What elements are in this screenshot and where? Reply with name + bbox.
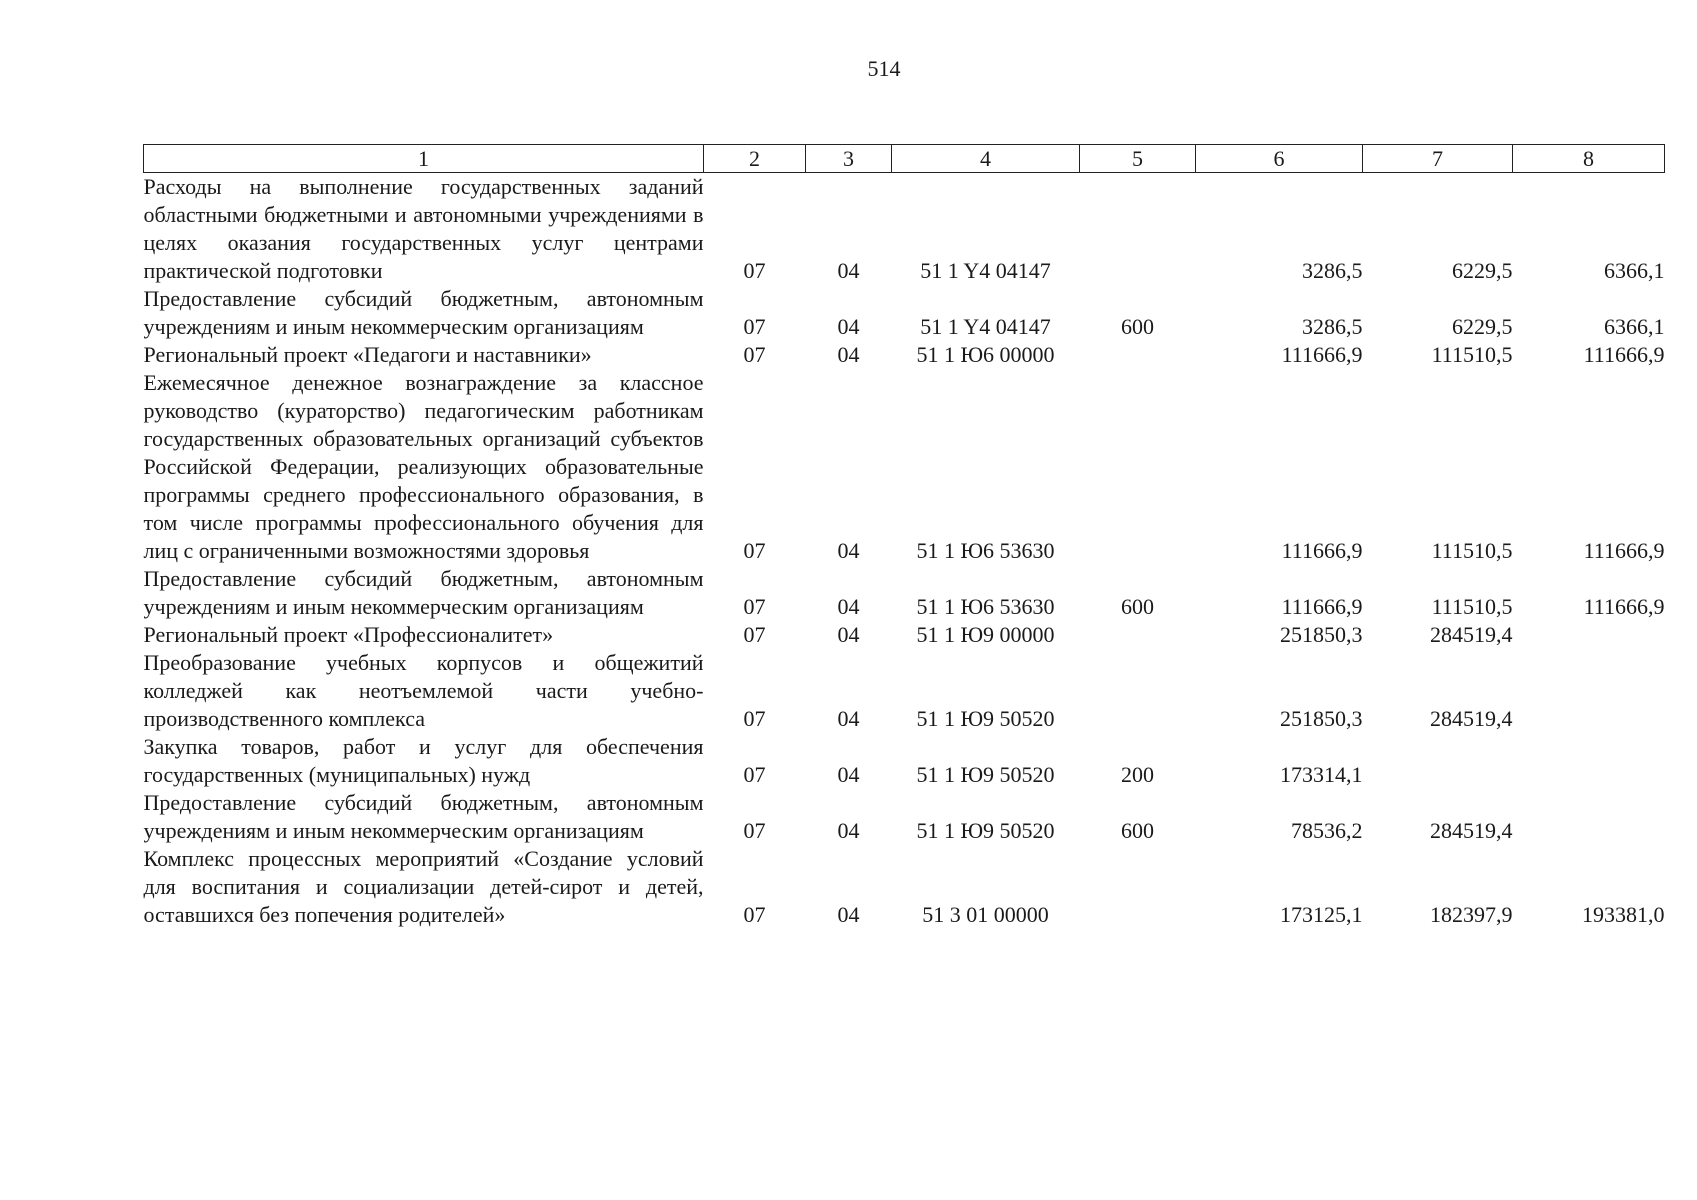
- row-section: 07: [743, 538, 766, 563]
- row-amount-col6: 111666,9: [1281, 538, 1363, 563]
- row-section: 07: [743, 594, 766, 619]
- row-subsection: 04: [837, 622, 860, 647]
- table-row: [144, 649, 1665, 733]
- row-amount-col6: 111666,9: [1281, 594, 1363, 619]
- row-amount-col6: 173125,1: [1280, 902, 1363, 927]
- row-section: 07: [743, 762, 766, 787]
- column-header-3: 3: [806, 145, 892, 173]
- column-header-1: 1: [144, 145, 704, 173]
- row-amount-col8: [1513, 733, 1665, 789]
- row-name: Преобразование учебных корпусов и общежитий колледжей как неотъемлемой части учебно-производственного комплекса: [143, 650, 704, 731]
- table-row: [144, 621, 1665, 649]
- row-amount-col6: 251850,3: [1280, 622, 1363, 647]
- row-amount-col6: 3286,5: [1302, 258, 1363, 283]
- row-amount-col8: [1513, 621, 1665, 649]
- row-name: Предоставление субсидий бюджетным, автономным учреждениям и иным некоммерческим организациям: [143, 566, 704, 619]
- row-subsection: 04: [837, 258, 860, 283]
- row-amount-col6: 251850,3: [1280, 706, 1363, 731]
- row-amount-col6: 173314,1: [1280, 762, 1363, 787]
- row-amount-col7: 284519,4: [1430, 706, 1513, 731]
- table-row: [144, 173, 1665, 286]
- row-expense-type: 600: [1121, 818, 1154, 843]
- row-name: Предоставление субсидий бюджетным, автономным учреждениям и иным некоммерческим организациям: [143, 790, 704, 843]
- row-amount-col7: 6229,5: [1452, 258, 1513, 283]
- row-expense-type: [1080, 173, 1196, 286]
- row-section: 07: [743, 622, 766, 647]
- row-expense-type: 200: [1121, 762, 1154, 787]
- row-section: 07: [743, 706, 766, 731]
- table-row: [144, 733, 1665, 789]
- row-subsection: 04: [837, 538, 860, 563]
- row-subsection: 04: [837, 818, 860, 843]
- row-amount-col7: 6229,5: [1452, 314, 1513, 339]
- row-expense-type: [1080, 341, 1196, 369]
- row-name: Региональный проект «Профессионалитет»: [143, 622, 554, 647]
- row-amount-col7: 284519,4: [1430, 622, 1513, 647]
- row-subsection: 04: [837, 902, 860, 927]
- row-name: Закупка товаров, работ и услуг для обеспечения государственных (муниципальных) нужд: [143, 734, 704, 787]
- column-header-7: 7: [1363, 145, 1513, 173]
- row-amount-col6: 111666,9: [1281, 342, 1363, 367]
- row-section: 07: [743, 342, 766, 367]
- row-amount-col7: 111510,5: [1431, 538, 1513, 563]
- row-amount-col8: [1513, 789, 1665, 845]
- table-row: [144, 285, 1665, 341]
- row-amount-col7: 111510,5: [1431, 594, 1513, 619]
- row-amount-col8: 111666,9: [1583, 538, 1665, 563]
- column-header-6: 6: [1196, 145, 1363, 173]
- row-section: 07: [743, 902, 766, 927]
- row-target-article: 51 1 Y4 04147: [920, 314, 1051, 339]
- column-header-2: 2: [704, 145, 806, 173]
- row-amount-col8: 111666,9: [1583, 342, 1665, 367]
- row-name: Региональный проект «Педагоги и наставники»: [143, 342, 592, 367]
- row-expense-type: 600: [1121, 594, 1154, 619]
- row-expense-type: [1080, 649, 1196, 733]
- budget-table: [143, 144, 1665, 929]
- column-header-8: 8: [1513, 145, 1665, 173]
- row-amount-col8: 111666,9: [1583, 594, 1665, 619]
- row-section: 07: [743, 258, 766, 283]
- table-row: [144, 369, 1665, 565]
- row-target-article: 51 1 Ю9 50520: [916, 762, 1055, 787]
- row-expense-type: 600: [1121, 314, 1154, 339]
- row-amount-col6: 78536,2: [1291, 818, 1363, 843]
- table-row: [144, 789, 1665, 845]
- row-section: 07: [743, 818, 766, 843]
- row-name: Расходы на выполнение государственных заданий областными бюджетными и автономными учреждениями в целях оказания государственных услуг центрами практической подготовки: [143, 174, 704, 283]
- row-subsection: 04: [837, 594, 860, 619]
- column-header-4: 4: [892, 145, 1080, 173]
- row-target-article: 51 1 Y4 04147: [920, 258, 1051, 283]
- row-target-article: 51 3 01 00000: [922, 902, 1049, 927]
- row-amount-col7: 182397,9: [1430, 902, 1513, 927]
- row-subsection: 04: [837, 342, 860, 367]
- row-subsection: 04: [837, 762, 860, 787]
- table-row: [144, 341, 1665, 369]
- row-target-article: 51 1 Ю6 53630: [916, 594, 1055, 619]
- row-amount-col8: 6366,1: [1604, 258, 1665, 283]
- row-target-article: 51 1 Ю9 50520: [916, 706, 1055, 731]
- row-section: 07: [743, 314, 766, 339]
- row-name: Предоставление субсидий бюджетным, автономным учреждениям и иным некоммерческим организациям: [143, 286, 704, 339]
- row-amount-col8: 193381,0: [1582, 902, 1665, 927]
- row-expense-type: [1080, 621, 1196, 649]
- row-target-article: 51 1 Ю9 00000: [916, 622, 1055, 647]
- row-target-article: 51 1 Ю9 50520: [916, 818, 1055, 843]
- row-amount-col6: 3286,5: [1302, 314, 1363, 339]
- row-amount-col8: 6366,1: [1604, 314, 1665, 339]
- table-row: [144, 845, 1665, 929]
- row-name: Комплекс процессных мероприятий «Создание условий для воспитания и социализации детей-сирот и детей, оставшихся без попечения родителей»: [143, 846, 704, 927]
- row-target-article: 51 1 Ю6 53630: [916, 538, 1055, 563]
- row-amount-col7: 284519,4: [1430, 818, 1513, 843]
- page-number: 514: [867, 56, 901, 81]
- row-amount-col7: 111510,5: [1431, 342, 1513, 367]
- row-name: Ежемесячное денежное вознаграждение за классное руководство (кураторство) педагогическим работникам государственных образовательных организаций субъектов Российской Федерации, реализующих образовательные программы среднего профессионального образования, в том числе программы профессионального обучения для лиц с ограниченными возможностями здоровья: [143, 370, 704, 563]
- column-header-5: 5: [1080, 145, 1196, 173]
- row-expense-type: [1080, 845, 1196, 929]
- row-subsection: 04: [837, 706, 860, 731]
- row-amount-col8: [1513, 649, 1665, 733]
- row-expense-type: [1080, 369, 1196, 565]
- row-amount-col7: [1363, 733, 1513, 789]
- row-target-article: 51 1 Ю6 00000: [916, 342, 1055, 367]
- table-row: [144, 565, 1665, 621]
- row-subsection: 04: [837, 314, 860, 339]
- column-number-header-row: [144, 145, 1665, 173]
